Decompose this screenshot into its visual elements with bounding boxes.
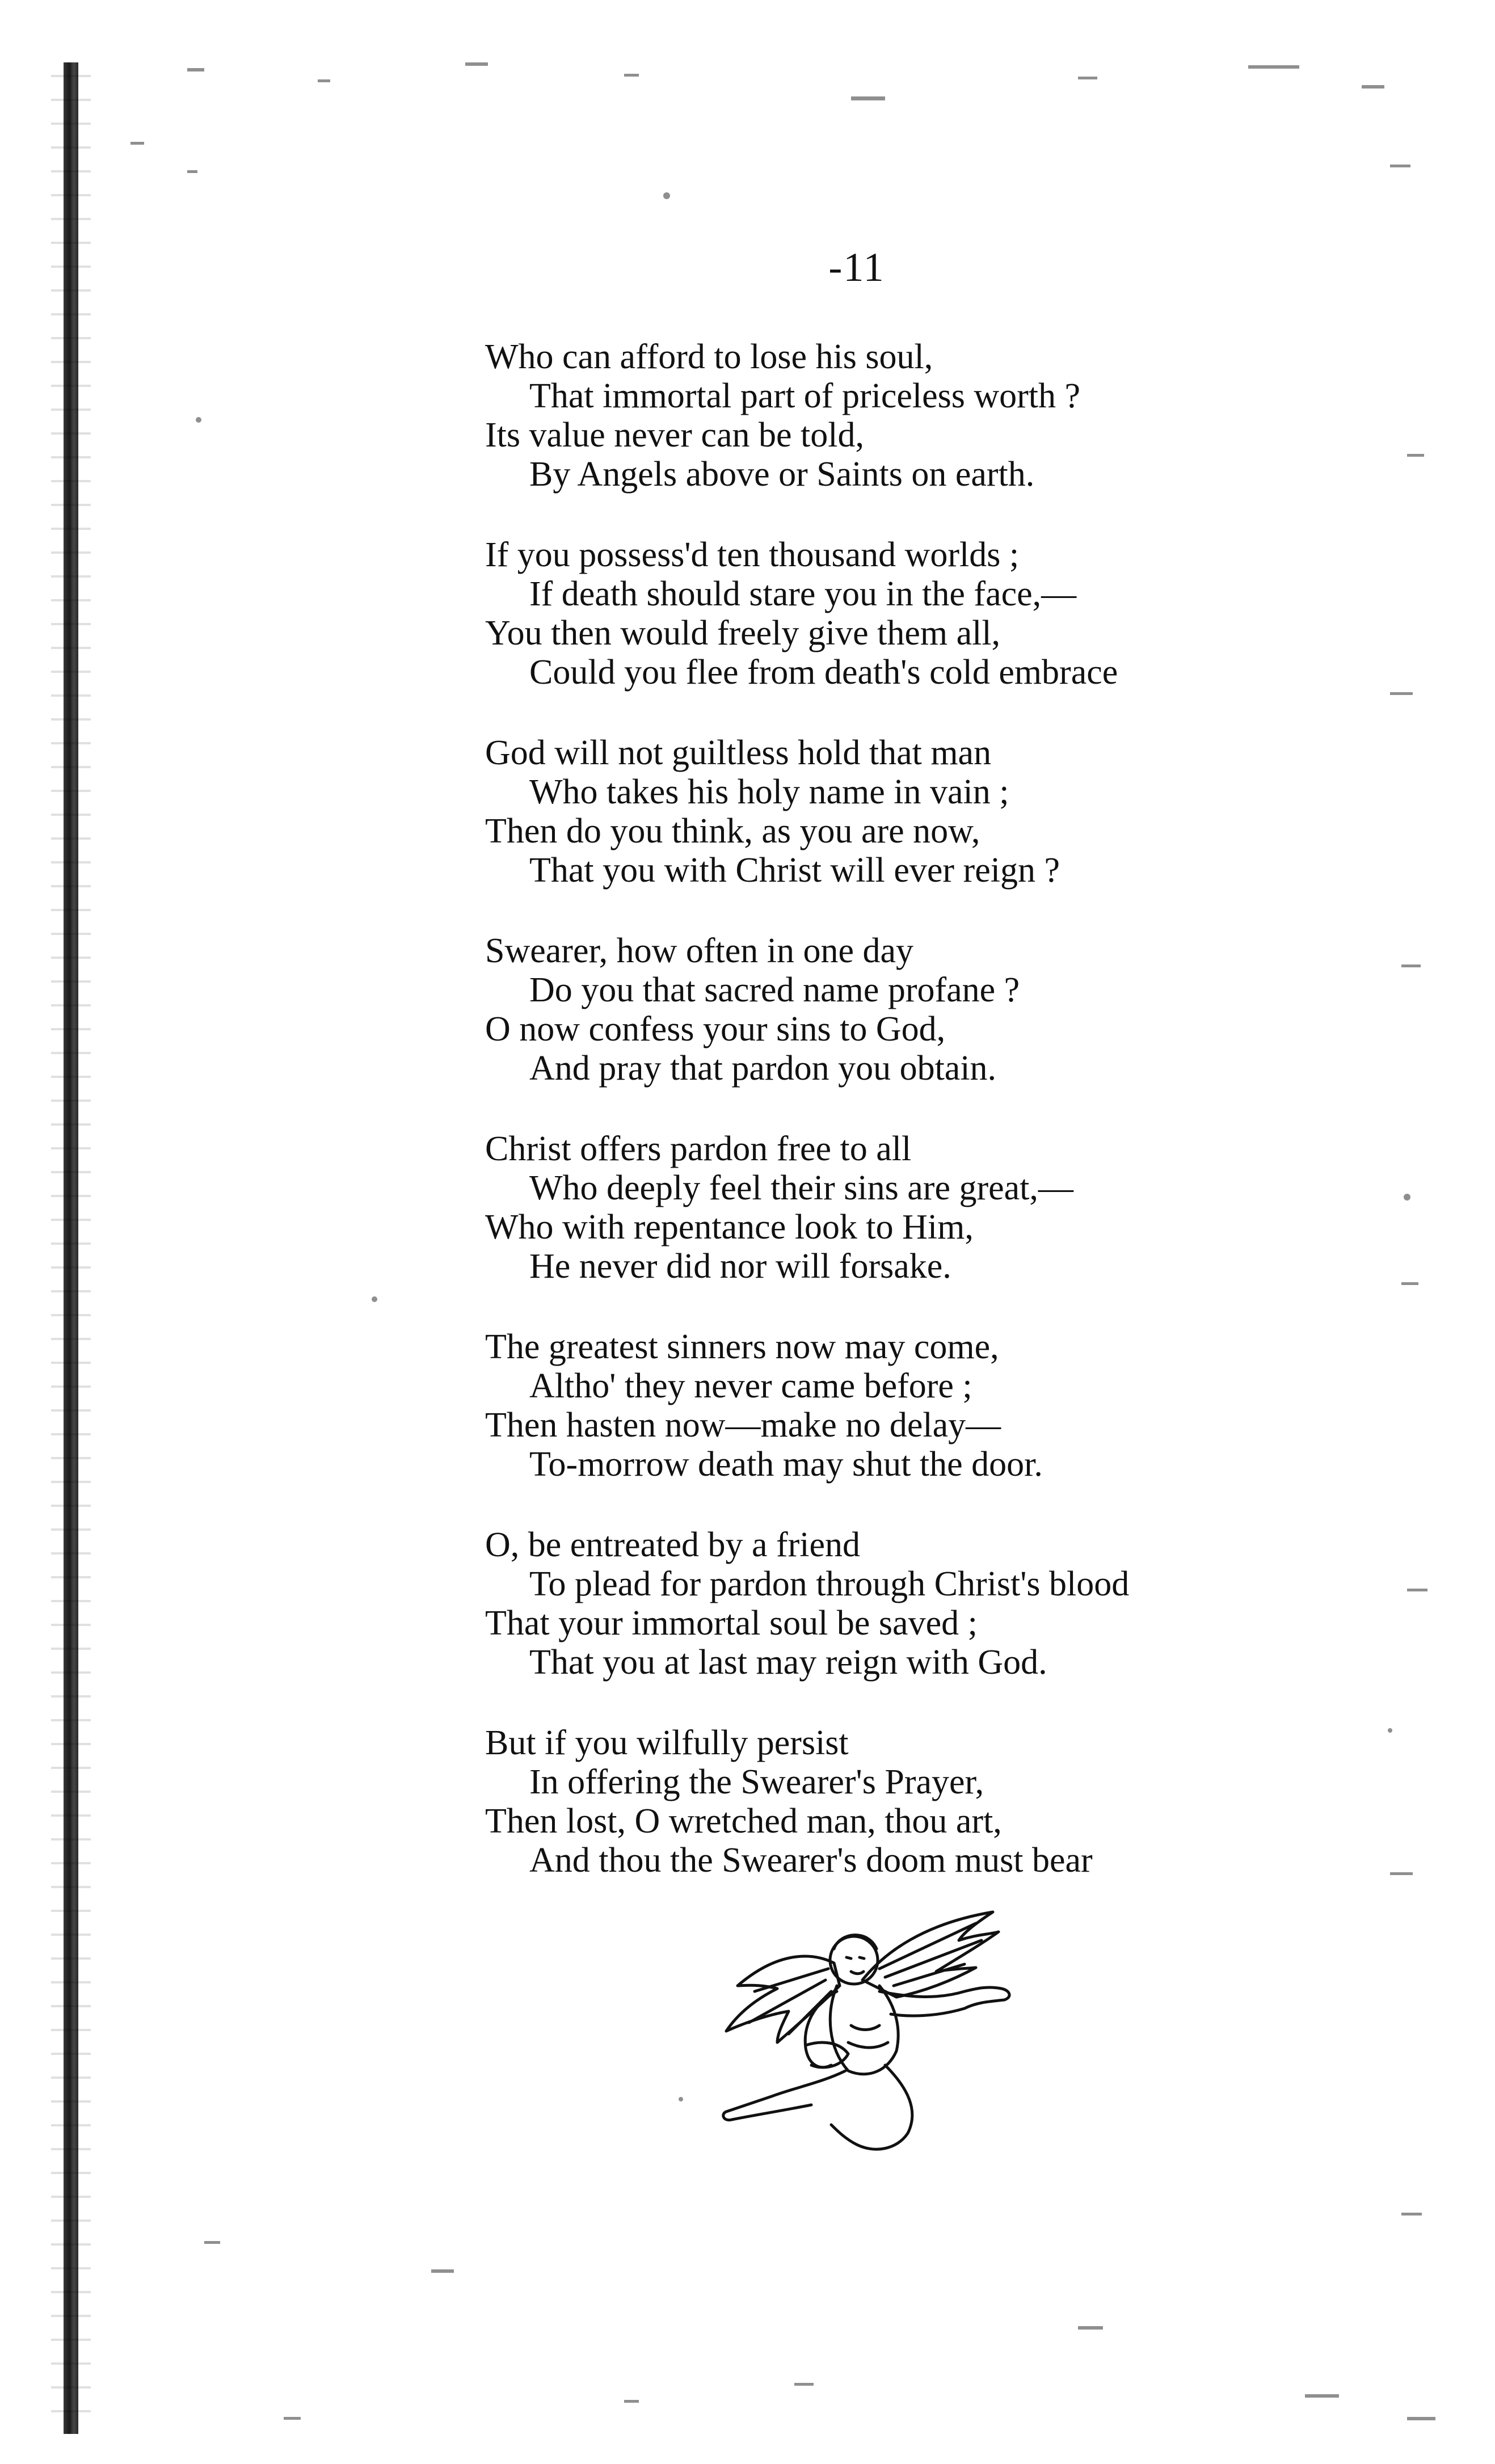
poem-line: That your immortal soul be saved ; (485, 1604, 978, 1642)
poem-line: Swearer, how often in one day (485, 932, 914, 970)
poem-line: That you with Christ will ever reign ? (529, 851, 1060, 890)
stanza (485, 734, 1382, 890)
poem-line: To-morrow death may shut the door. (529, 1445, 1043, 1484)
poem-line: Then do you think, as you are now, (485, 812, 980, 850)
poem-line: You then would freely give them all, (485, 614, 1001, 652)
poem-line: Who takes his holy name in vain ; (529, 773, 1009, 811)
poem-line: By Angels above or Saints on earth. (529, 455, 1035, 494)
poem-line: Then hasten now—make no delay— (485, 1406, 1001, 1444)
stanza (485, 338, 1382, 494)
poem-line: In offering the Swearer's Prayer, (529, 1763, 984, 1801)
poem-line: God will not guiltless hold that man (485, 734, 992, 772)
poem-line: He never did nor will forsake. (529, 1247, 951, 1286)
poem-line: If death should stare you in the face,— (529, 575, 1077, 613)
poem-line: Could you flee from death's cold embrace (529, 653, 1118, 692)
binding-stitching (51, 62, 91, 2434)
poem-line: That immortal part of priceless worth ? (529, 377, 1081, 415)
poem-line: Then lost, O wretched man, thou art, (485, 1802, 1002, 1840)
stanza (485, 536, 1382, 692)
page-number: -11 (828, 245, 885, 290)
poem-line: Its value never can be told, (485, 416, 864, 454)
poem-line: That you at last may reign with God. (529, 1643, 1047, 1682)
poem (485, 338, 1382, 1922)
cherub-icon (692, 1901, 1033, 2167)
poem-line: Who deeply feel their sins are great,— (529, 1169, 1073, 1207)
stanza (485, 1526, 1382, 1682)
poem-line: Do you that sacred name profane ? (529, 971, 1020, 1009)
poem-line: To plead for pardon through Christ's blood (529, 1565, 1130, 1603)
poem-line: Christ offers pardon free to all (485, 1130, 912, 1168)
poem-line: Who with repentance look to Him, (485, 1208, 974, 1246)
poem-line: Who can afford to lose his soul, (485, 338, 933, 376)
stanza (485, 1328, 1382, 1484)
stanza (485, 932, 1382, 1088)
poem-line: O, be entreated by a friend (485, 1526, 861, 1564)
poem-line: And thou the Swearer's doom must bear (529, 1841, 1093, 1880)
poem-line: But if you wilfully persist (485, 1724, 849, 1762)
stanza (485, 1130, 1382, 1286)
poem-line: O now confess your sins to God, (485, 1010, 946, 1048)
poem-line: And pray that pardon you obtain. (529, 1049, 997, 1088)
stanza (485, 1724, 1382, 1880)
poem-line: If you possess'd ten thousand worlds ; (485, 536, 1020, 574)
poem-line: Altho' they never came before ; (529, 1367, 972, 1405)
poem-line: The greatest sinners now may come, (485, 1328, 999, 1366)
